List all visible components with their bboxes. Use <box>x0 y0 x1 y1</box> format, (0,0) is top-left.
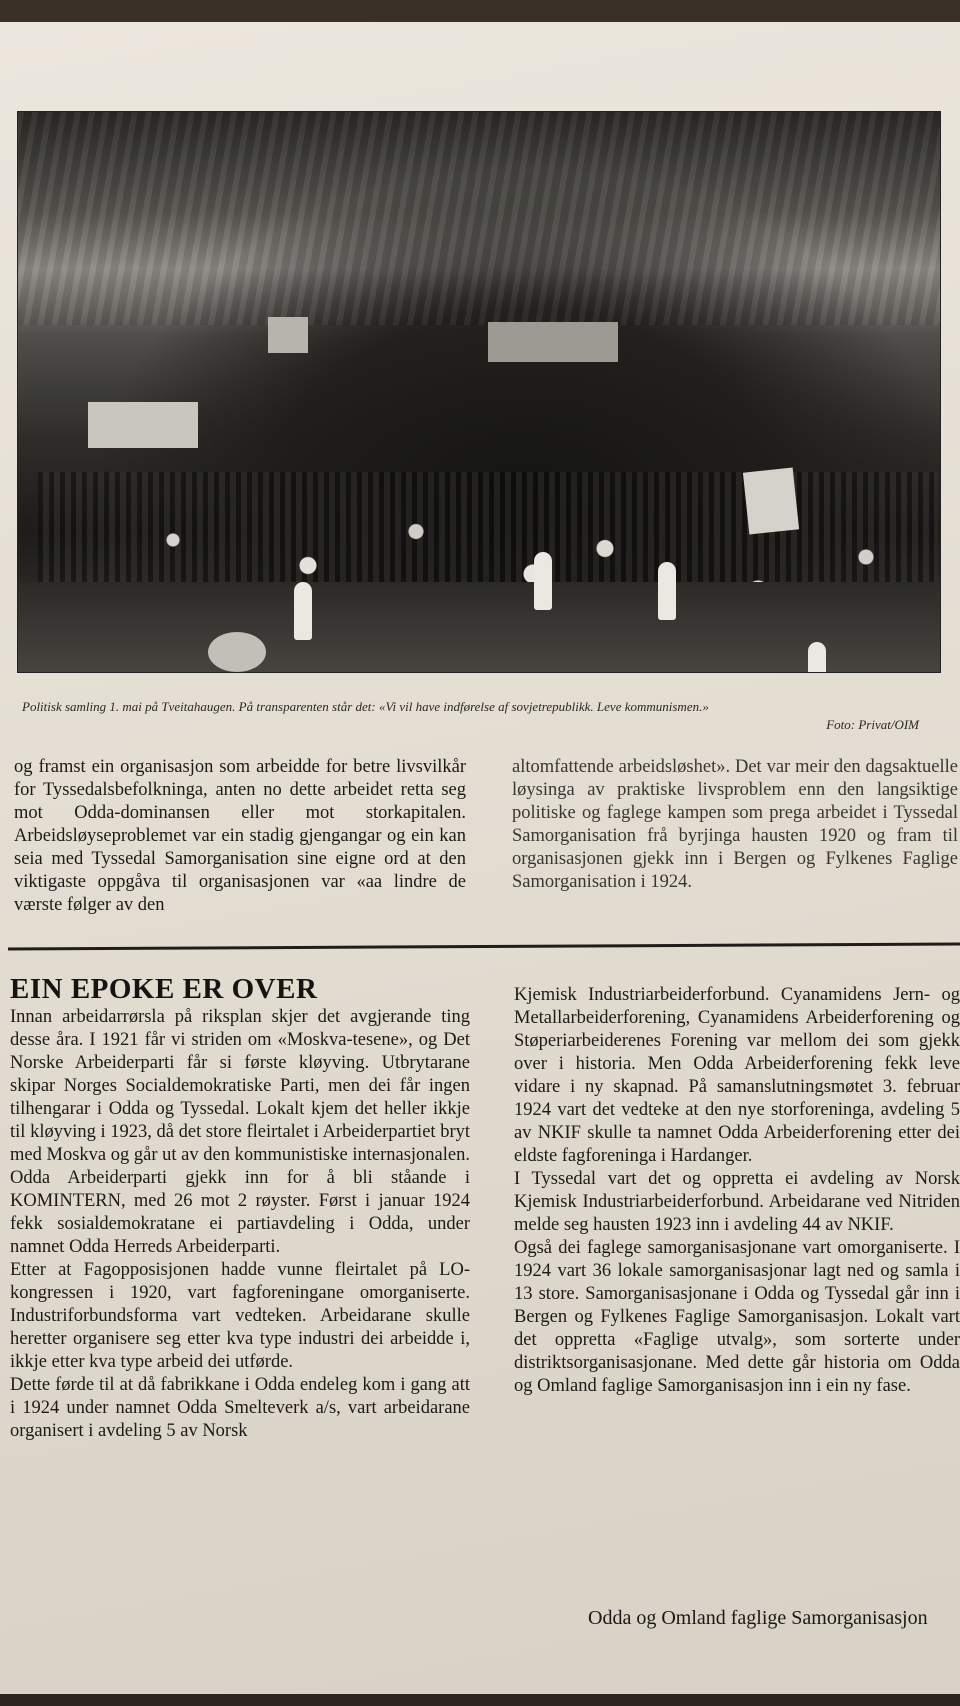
photo-road <box>18 582 940 672</box>
book-page <box>0 22 960 1706</box>
upper-right-column <box>512 756 958 894</box>
page-edge-shadow <box>0 1694 960 1706</box>
paragraph: Kjemisk Industriarbeiderforbund. Cyanamidens Jern- og Metallarbeiderforening, Cyanamidens Arbeiderforening og Støperiarbeiderenes Forening var mellom dei som gjekk over i historia. Men Odda Arbeiderforening fekk leve vidare i ny skapnad. På samanslutningsmøtet 3. februar 1924 vart det vedteke at den nye storforeninga, avdeling 5 av NKIF skulle ta namnet Odda Arbeiderforening etter dei eldste fagforeninga i Hardanger. <box>514 985 960 1166</box>
paragraph: og framst ein organisasjon som arbeidde for betre livsvilkår for Tyssedalsbefolkninga, anten no dette arbeidet retta seg mot Odda-dominansen eller mot storkapitalen. Arbeidsløyseproblemet var ein stadig gjengangar og ein kan seia med Tyssedal Samorganisation sine eigne ord at den viktigaste oppgåva til organisasjonen var «aa lindre de værste følger av den <box>14 757 466 915</box>
photo-figure <box>534 552 552 610</box>
lower-left-column <box>10 1006 470 1443</box>
photo-banner <box>743 468 799 535</box>
photo-house <box>268 317 308 353</box>
photo-figure <box>294 582 312 640</box>
running-footer: Odda og Omland faglige Samorganisasjon <box>588 1607 928 1629</box>
section-heading: EIN EPOKE ER OVER <box>10 973 318 1005</box>
section-divider <box>8 943 960 951</box>
paragraph: I Tyssedal vart det og oppretta ei avdeling av Norsk Kjemisk Industriarbeiderforbund. Arbeidarane ved Nitriden melde seg hausten 1923 inn i avdeling 44 av NKIF. <box>514 1169 960 1235</box>
paragraph: altomfattende arbeidsløshet». Det var meir den dagsaktuelle løysinga av praktiske livsproblem enn den langsiktige politiske og faglege kampen som prega arbeidet i Tyssedal Samorganisation frå byrjinga hausten 1920 og fram til organisasjonen gjekk inn i Bergen og Fylkenes Faglige Samorganisation i 1924. <box>512 757 958 892</box>
paragraph: Også dei faglege samorganisasjonane vart omorganiserte. I 1924 vart 36 lokale samorganisasjonar lagt ned og samla i 13 store. Samorganisasjonane i Odda og Tyssedal går inn i Bergen og Fylkenes Faglige Samorganisasjon. Lokalt vart det oppretta «Faglige utvalg», som sorterte under distriktsorganisasjonane. Med dette går historia om Odda og Omland faglige Samorganisasjon inn i ein ny fase. <box>514 1238 960 1396</box>
photo-hillside <box>18 112 940 325</box>
photo-figure <box>658 562 676 620</box>
photo-figure <box>808 642 826 672</box>
paragraph: Innan arbeidarrørsla på riksplan skjer det avgjerande ting desse åra. I 1921 får vi striden om «Moskva-tesene», og Det Norske Arbeiderparti får si første kløyving. Utbrytarane skipar Norges Socialdemokratiske Parti, men dei får ingen tilhengarar i Odda og Tyssedal. Lokalt kjem det heller ikkje til kløyving i 1923, då det store fleirtalet i Arbeiderpartiet bryt med Moskva og går ut av den kommunistiske internasjonalen. Odda Arbeiderparti gjekk inn for å bli ståande i KOMINTERN, med 26 mot 2 røyster. Først i januar 1924 fekk sosialdemokratane ei partiavdeling i Odda, under namnet Odda Herreds Arbeiderparti. <box>10 1007 470 1257</box>
caption-text: Politisk samling 1. mai på Tveitahaugen. På transparenten står det: «Vi vil have indførelse af sovjetrepublikk. Leve kommunismen.» <box>22 699 709 714</box>
lower-right-column <box>514 984 960 1398</box>
photo-rock <box>208 632 266 672</box>
upper-left-column <box>14 756 466 917</box>
photo-house <box>88 402 198 448</box>
paragraph: Dette førde til at då fabrikkane i Odda endeleg kom i gang att i 1924 under namnet Odda Smelteverk a/s, vart arbeidarane organisert i avdeling 5 av Norsk <box>10 1375 470 1441</box>
historical-photograph <box>18 112 940 672</box>
photo-house <box>488 322 618 362</box>
paragraph: Etter at Fagopposisjonen hadde vunne fleirtalet på LO-kongressen i 1920, vart fagforeningane omorganiserte. Industriforbundsforma vart vedteken. Arbeidarane skulle heretter organisere seg etter kva type industri dei arbeidde i, ikkje etter kva type arbeid dei utførde. <box>10 1260 470 1372</box>
photo-credit: Foto: Privat/OIM <box>826 717 919 732</box>
photo-caption <box>22 698 937 734</box>
